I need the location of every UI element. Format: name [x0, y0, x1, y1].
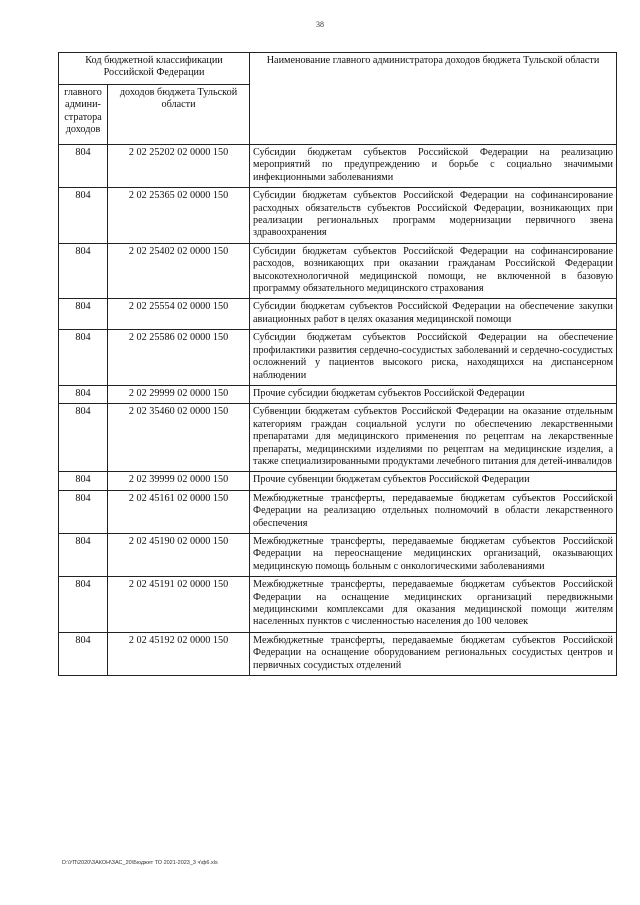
budget-code-cell: 2 02 25586 02 0000 150	[108, 330, 250, 386]
budget-code-cell: 2 02 45161 02 0000 150	[108, 490, 250, 533]
revenue-name-cell: Субсидии бюджетам субъектов Российской Федерации на обеспечение профилактики развития сердечно-сосудистых заболеваний и сердечно-сосудистых осложнений у пациентов высокого риска, находящихся на диспансерном наблюдении	[250, 330, 617, 386]
header-classification-code: Код бюджетной классификации Российской Федерации	[59, 53, 250, 85]
revenue-name-cell: Субсидии бюджетам субъектов Российской Федерации на софинансирование расходов, возникающих при оказании гражданам Российской Федерации высокотехнологичной медицинской помощи, не включенной в базовую программу обязательного медицинского страхования	[250, 243, 617, 299]
admin-code-cell: 804	[59, 490, 108, 533]
budget-code-cell: 2 02 25202 02 0000 150	[108, 145, 250, 188]
table-row	[59, 472, 617, 490]
admin-code-cell: 804	[59, 330, 108, 386]
budget-code-cell: 2 02 45192 02 0000 150	[108, 632, 250, 675]
budget-code-cell: 2 02 35460 02 0000 150	[108, 404, 250, 472]
table-row	[59, 330, 617, 386]
revenue-name-cell: Межбюджетные трансферты, передаваемые бюджетам субъектов Российской Федерации на оснащение медицинских организаций передвижными медицинскими комплексами для оказания медицинской помощи жителям населенных пунктов с численностью населения до 100 человек	[250, 577, 617, 633]
table-row	[59, 385, 617, 403]
revenue-name-cell: Прочие субсидии бюджетам субъектов Российской Федерации	[250, 385, 617, 403]
admin-code-cell: 804	[59, 299, 108, 330]
budget-classification-table	[58, 52, 617, 676]
table-row	[59, 577, 617, 633]
footer-file-path: D:\УП\2020\ЗАКОН\ЗАС_20\Бюджет ТО 2021-2023_3 ч\ф6.xls	[62, 860, 218, 866]
table-row	[59, 188, 617, 244]
admin-code-cell: 804	[59, 145, 108, 188]
table-row	[59, 533, 617, 576]
admin-code-cell: 804	[59, 404, 108, 472]
revenue-name-cell: Субвенции бюджетам субъектов Российской Федерации на оказание отдельным категориям граждан социальной услуги по обеспечению лекарственными препаратами для медицинского применения по рецептам на лекарственные препараты, медицинскими изделиями по рецептам на медицинские изделия, а также специализированными продуктами лечебного питания для детей-инвалидов	[250, 404, 617, 472]
admin-code-cell: 804	[59, 243, 108, 299]
page-number: 38	[316, 20, 324, 29]
admin-code-cell: 804	[59, 632, 108, 675]
budget-code-cell: 2 02 29999 02 0000 150	[108, 385, 250, 403]
budget-code-cell: 2 02 25402 02 0000 150	[108, 243, 250, 299]
budget-code-cell: 2 02 45191 02 0000 150	[108, 577, 250, 633]
budget-code-cell: 2 02 25554 02 0000 150	[108, 299, 250, 330]
revenue-name-cell: Межбюджетные трансферты, передаваемые бюджетам субъектов Российской Федерации на оснащение оборудованием региональных сосудистых центров и первичных сосудистых отделений	[250, 632, 617, 675]
table-row	[59, 299, 617, 330]
table-row	[59, 145, 617, 188]
header-main-administrator: главного админи-стратора доходов	[59, 85, 108, 145]
admin-code-cell: 804	[59, 188, 108, 244]
table-row	[59, 404, 617, 472]
revenue-name-cell: Прочие субвенции бюджетам субъектов Российской Федерации	[250, 472, 617, 490]
admin-code-cell: 804	[59, 385, 108, 403]
admin-code-cell: 804	[59, 533, 108, 576]
revenue-name-cell: Субсидии бюджетам субъектов Российской Федерации на обеспечение закупки авиационных работ в целях оказания медицинской помощи	[250, 299, 617, 330]
header-budget-income: доходов бюджета Тульской области	[108, 85, 250, 145]
revenue-name-cell: Межбюджетные трансферты, передаваемые бюджетам субъектов Российской Федерации на реализацию отдельных полномочий в области лекарственного обеспечения	[250, 490, 617, 533]
revenue-name-cell: Субсидии бюджетам субъектов Российской Федерации на софинансирование расходных обязательств субъектов Российской Федерации, возникающих при реализации региональных программ модернизации первичного звена здравоохранения	[250, 188, 617, 244]
table-row	[59, 490, 617, 533]
budget-code-cell: 2 02 25365 02 0000 150	[108, 188, 250, 244]
table-row	[59, 632, 617, 675]
budget-code-cell: 2 02 39999 02 0000 150	[108, 472, 250, 490]
header-administrator-name: Наименование главного администратора доходов бюджета Тульской области	[250, 53, 617, 145]
table-row	[59, 243, 617, 299]
admin-code-cell: 804	[59, 472, 108, 490]
revenue-name-cell: Субсидии бюджетам субъектов Российской Федерации на реализацию мероприятий по предупреждению и борьбе с социально значимыми инфекционными заболеваниями	[250, 145, 617, 188]
admin-code-cell: 804	[59, 577, 108, 633]
revenue-name-cell: Межбюджетные трансферты, передаваемые бюджетам субъектов Российской Федерации на переоснащение медицинских организаций, оказывающих медицинскую помощь больным с онкологическими заболеваниями	[250, 533, 617, 576]
budget-code-cell: 2 02 45190 02 0000 150	[108, 533, 250, 576]
